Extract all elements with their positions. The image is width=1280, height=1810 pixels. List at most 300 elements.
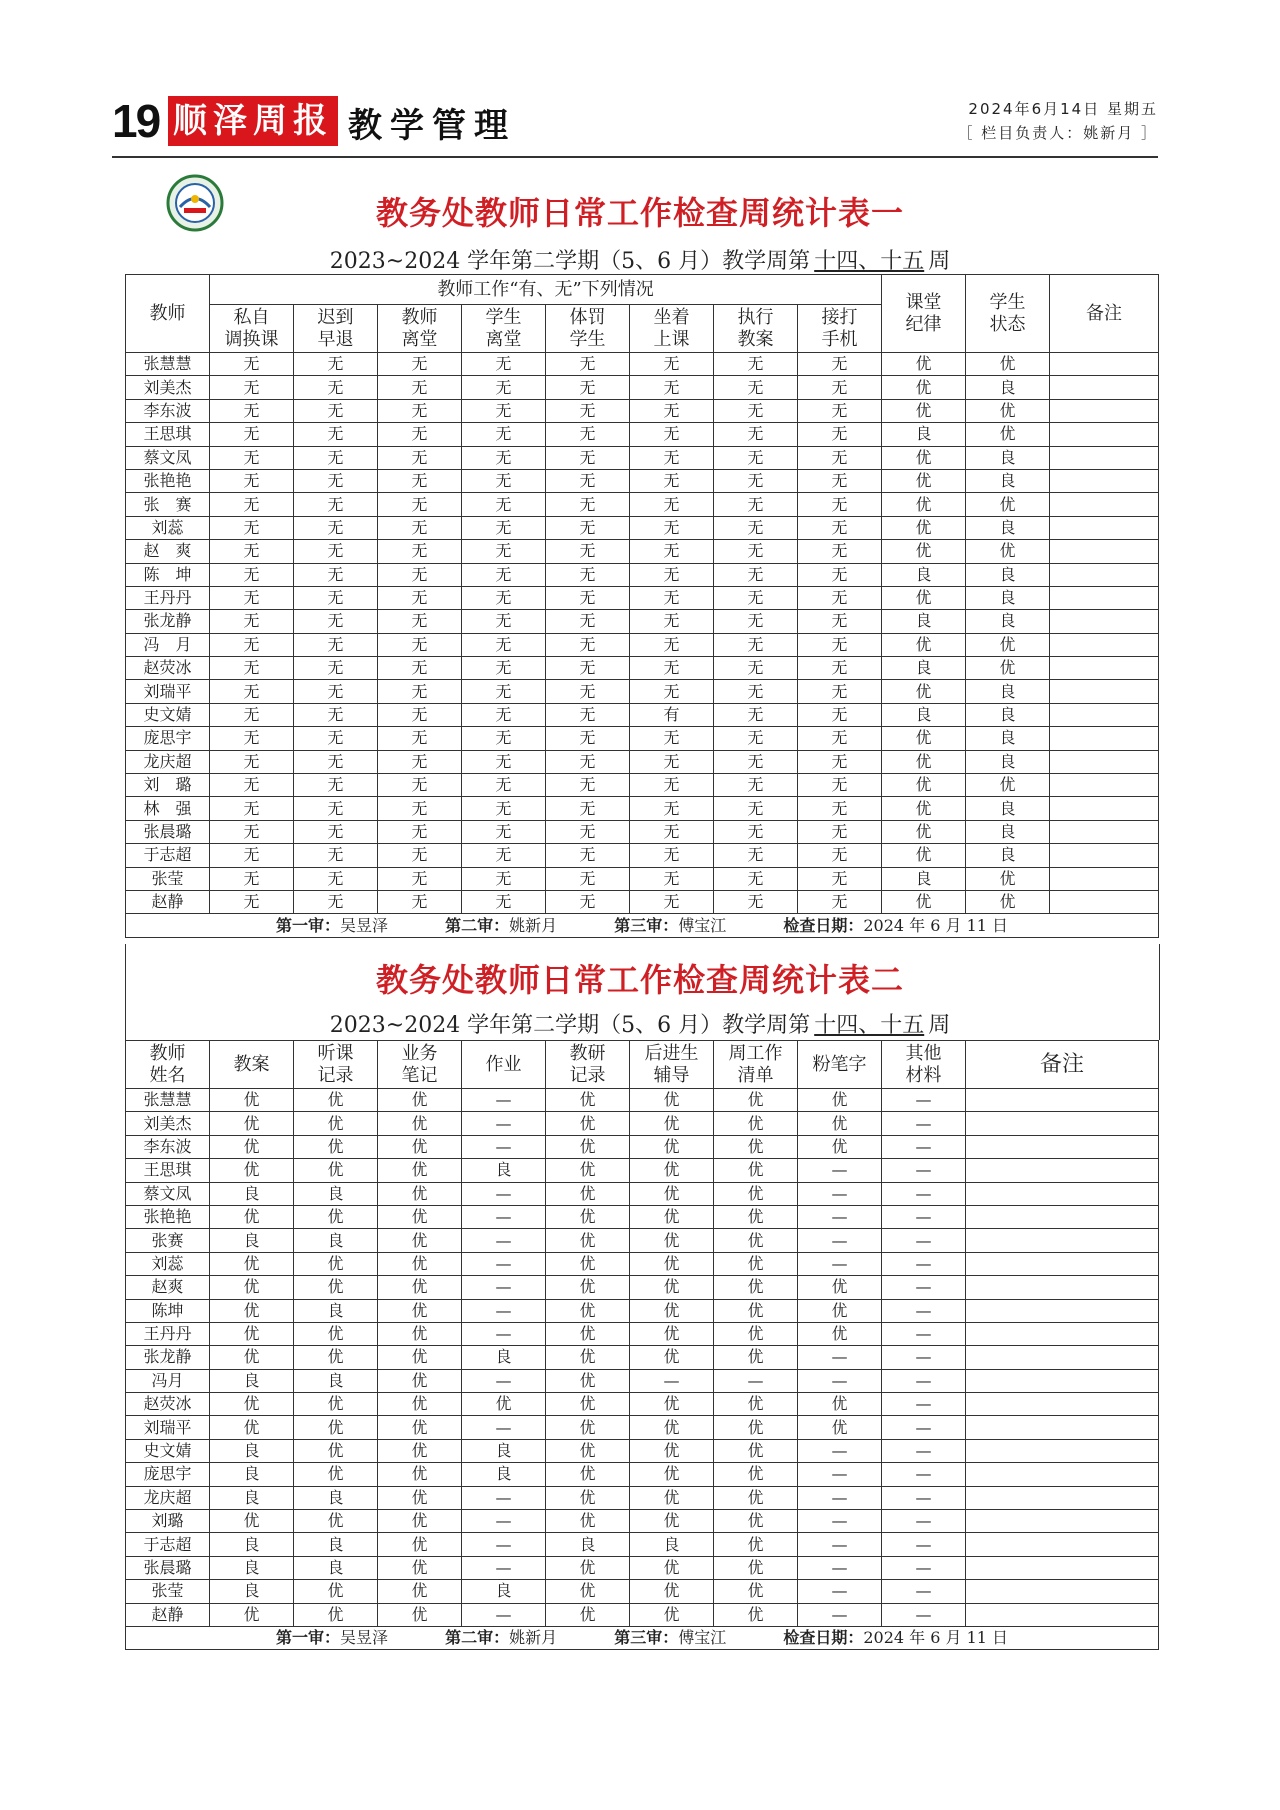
t1-cell: 优 (966, 890, 1050, 913)
t1-cell: 无 (630, 563, 714, 586)
t1-cell: 良 (966, 680, 1050, 703)
t2-cell (966, 1299, 1159, 1322)
t2-row (126, 1135, 1159, 1158)
t2-cell: 优 (378, 1299, 462, 1322)
t2-cell: 优 (210, 1510, 294, 1533)
t1-teacher-name: 李东波 (126, 399, 210, 422)
t1-teacher-name: 于志超 (126, 844, 210, 867)
t1-cell: 无 (210, 586, 294, 609)
t2-header-8: 粉笔字 (798, 1041, 882, 1089)
t1-cell: 无 (798, 797, 882, 820)
t1-cell: 无 (294, 844, 378, 867)
t2-cell: 优 (798, 1416, 882, 1439)
t1-cell: 无 (210, 774, 294, 797)
t1-header-discipline: 课堂 纪律 (882, 275, 966, 353)
t2-cell (966, 1533, 1159, 1556)
t1-cell: 无 (378, 657, 462, 680)
column-editor: ［ 栏目负责人：姚新月 ］ (957, 124, 1158, 142)
t1-cell: 无 (714, 750, 798, 773)
t2-cell: — (462, 1416, 546, 1439)
t2-cell: 良 (210, 1486, 294, 1509)
t2-cell (966, 1463, 1159, 1486)
table1-subtitle (0, 244, 1280, 275)
t2-cell: — (882, 1135, 966, 1158)
t1-cell: 无 (294, 867, 378, 890)
t1-cell: 良 (882, 703, 966, 726)
t2-cell: 优 (798, 1089, 882, 1112)
t2-cell: 优 (714, 1533, 798, 1556)
t2-cell: 优 (210, 1393, 294, 1416)
t1-cell (1050, 820, 1159, 843)
t2-cell: — (882, 1252, 966, 1275)
t1-row (126, 376, 1159, 399)
t1-cell: 无 (210, 703, 294, 726)
t1-teacher-name: 陈 坤 (126, 563, 210, 586)
t1-cell: 无 (798, 353, 882, 376)
t2-cell: 优 (714, 1182, 798, 1205)
t1-cell: 无 (714, 820, 798, 843)
table2-subtitle (0, 1008, 1280, 1039)
t1-cell: 无 (630, 469, 714, 492)
t2-teacher-name: 刘美杰 (126, 1112, 210, 1135)
t1-cell: 无 (210, 446, 294, 469)
header-divider (112, 156, 1158, 158)
t1-row (126, 610, 1159, 633)
t1-cell: 无 (714, 867, 798, 890)
t2-row (126, 1276, 1159, 1299)
t1-cell: 无 (546, 540, 630, 563)
section-title: 教学管理 (348, 106, 516, 146)
t1-cell: 无 (378, 586, 462, 609)
t2-cell: 优 (378, 1533, 462, 1556)
t2-teacher-name: 龙庆超 (126, 1486, 210, 1509)
t2-cell: 优 (378, 1556, 462, 1579)
t2-cell: — (462, 1486, 546, 1509)
t2-cell: 优 (378, 1580, 462, 1603)
t2-cell: 良 (294, 1182, 378, 1205)
t2-cell: 优 (630, 1299, 714, 1322)
t2-cell: 优 (630, 1603, 714, 1626)
t1-cell: 无 (546, 820, 630, 843)
t2-cell: — (882, 1556, 966, 1579)
t1-cell: 无 (210, 750, 294, 773)
t2-teacher-name: 庞思宇 (126, 1463, 210, 1486)
t2-cell: — (714, 1369, 798, 1392)
t1-cell: 优 (966, 399, 1050, 422)
masthead (112, 92, 1158, 154)
t1-cell: 无 (462, 540, 546, 563)
t1-cell: 良 (882, 610, 966, 633)
t2-cell (966, 1229, 1159, 1252)
t2-cell: 优 (378, 1135, 462, 1158)
t1-cell: 无 (546, 493, 630, 516)
t2-cell: 优 (294, 1135, 378, 1158)
t2-cell: 优 (546, 1486, 630, 1509)
t2-cell: — (798, 1205, 882, 1228)
t2-cell: 优 (378, 1159, 462, 1182)
t1-second-review-value: 姚新月 (509, 915, 558, 935)
t1-cell: 无 (294, 399, 378, 422)
t1-cell: 良 (966, 563, 1050, 586)
t2-header-7: 周工作 清单 (714, 1041, 798, 1089)
t2-teacher-name: 刘瑞平 (126, 1416, 210, 1439)
t1-cell: 无 (462, 516, 546, 539)
t2-cell (966, 1276, 1159, 1299)
t2-cell: — (798, 1182, 882, 1205)
t2-cell: 优 (378, 1089, 462, 1112)
t1-cell: 无 (714, 423, 798, 446)
t1-cell: 无 (546, 376, 630, 399)
t2-cell: 优 (714, 1556, 798, 1579)
t1-cell: 优 (882, 844, 966, 867)
t1-row (126, 750, 1159, 773)
t1-cell: 良 (966, 469, 1050, 492)
t1-cell: 无 (546, 844, 630, 867)
t2-row (126, 1393, 1159, 1416)
t2-cell: — (882, 1603, 966, 1626)
t2-row (126, 1486, 1159, 1509)
t1-cell: 无 (630, 680, 714, 703)
t1-signoff-row (126, 914, 1159, 937)
t1-cell (1050, 867, 1159, 890)
t2-cell: 优 (294, 1205, 378, 1228)
t2-cell: 优 (630, 1393, 714, 1416)
t1-cell: 良 (882, 867, 966, 890)
t1-teacher-name: 王思琪 (126, 423, 210, 446)
t1-cell: 无 (210, 423, 294, 446)
t1-cell: 无 (462, 493, 546, 516)
t1-cell: 良 (966, 820, 1050, 843)
t1-teacher-name: 张艳艳 (126, 469, 210, 492)
t1-teacher-name: 赵静 (126, 890, 210, 913)
t2-cell: 良 (462, 1159, 546, 1182)
t1-cell: 良 (966, 844, 1050, 867)
t1-cell: 良 (966, 446, 1050, 469)
t2-cell (966, 1089, 1159, 1112)
t2-cell: 优 (630, 1112, 714, 1135)
t1-cell (1050, 657, 1159, 680)
t2-cell: 优 (714, 1205, 798, 1228)
t2-cell: 优 (210, 1603, 294, 1626)
t1-second-review-label: 第二审： (445, 915, 510, 935)
t2-row (126, 1346, 1159, 1369)
t1-cell (1050, 610, 1159, 633)
t1-cell: 无 (378, 774, 462, 797)
t2-cell: 优 (630, 1229, 714, 1252)
t2-cell: 优 (798, 1276, 882, 1299)
t1-cell: 无 (630, 820, 714, 843)
t1-cell: 无 (798, 703, 882, 726)
t1-cell: 无 (210, 657, 294, 680)
t2-cell: 优 (630, 1159, 714, 1182)
t2-cell: 优 (378, 1182, 462, 1205)
t2-cell: — (882, 1322, 966, 1345)
t2-cell (966, 1439, 1159, 1462)
t1-cell: 无 (294, 586, 378, 609)
t1-cell: 无 (462, 446, 546, 469)
t1-cell: 无 (462, 610, 546, 633)
t1-row (126, 516, 1159, 539)
t2-cell: 优 (714, 1393, 798, 1416)
t1-cell: 无 (714, 657, 798, 680)
t2-cell: 优 (294, 1112, 378, 1135)
t2-teacher-name: 张艳艳 (126, 1205, 210, 1228)
t1-cell: 无 (210, 399, 294, 422)
t1-cell: 无 (462, 774, 546, 797)
t2-cell (966, 1393, 1159, 1416)
t1-cell: 无 (294, 703, 378, 726)
t1-cell: 无 (294, 376, 378, 399)
t1-cell: 无 (714, 353, 798, 376)
table2-title: 教务处教师日常工作检查周统计表二 (375, 961, 904, 999)
t2-check-date-label: 检查日期： (783, 1628, 864, 1648)
t2-cell: 优 (630, 1182, 714, 1205)
t2-cell: 良 (210, 1182, 294, 1205)
t1-cell: 无 (462, 657, 546, 680)
t2-cell: — (882, 1486, 966, 1509)
t2-cell: 优 (714, 1229, 798, 1252)
t2-cell: 优 (378, 1603, 462, 1626)
t1-cell: 无 (378, 797, 462, 820)
t1-row (126, 774, 1159, 797)
t1-cell: 良 (966, 703, 1050, 726)
table2 (125, 1040, 1159, 1650)
t2-teacher-name: 于志超 (126, 1533, 210, 1556)
t1-row (126, 423, 1159, 446)
t1-row (126, 727, 1159, 750)
t2-row (126, 1580, 1159, 1603)
t2-header-5: 教研 记录 (546, 1041, 630, 1089)
t2-cell: 优 (294, 1416, 378, 1439)
t2-cell: 优 (714, 1159, 798, 1182)
t2-cell: — (798, 1159, 882, 1182)
t2-cell: 优 (714, 1580, 798, 1603)
t2-cell: 优 (714, 1463, 798, 1486)
t2-cell: 优 (210, 1346, 294, 1369)
t1-cell: 良 (966, 516, 1050, 539)
t2-cell: 优 (546, 1112, 630, 1135)
t2-cell: 良 (210, 1463, 294, 1486)
t2-cell: 优 (630, 1510, 714, 1533)
t1-subheader-0: 私自 调换课 (210, 305, 294, 353)
t2-cell: — (882, 1346, 966, 1369)
t1-cell (1050, 423, 1159, 446)
t1-cell: 无 (798, 610, 882, 633)
t1-cell: 无 (630, 353, 714, 376)
t1-cell (1050, 750, 1159, 773)
t1-cell: 无 (546, 890, 630, 913)
t2-teacher-name: 蔡文凤 (126, 1182, 210, 1205)
t1-cell: 无 (294, 657, 378, 680)
t2-row (126, 1510, 1159, 1533)
t1-cell: 无 (714, 633, 798, 656)
t2-cell: 优 (714, 1089, 798, 1112)
t1-cell: 无 (798, 750, 882, 773)
t2-cell: 优 (294, 1463, 378, 1486)
t2-cell: 优 (714, 1276, 798, 1299)
t1-cell: 无 (378, 750, 462, 773)
t2-teacher-name: 张莹 (126, 1580, 210, 1603)
t1-teacher-name: 刘蕊 (126, 516, 210, 539)
t2-cell: — (882, 1580, 966, 1603)
t2-cell: 优 (210, 1135, 294, 1158)
table1 (125, 274, 1159, 938)
t1-cell: 良 (966, 376, 1050, 399)
t2-cell (966, 1603, 1159, 1626)
t2-header-6: 后进生 辅导 (630, 1041, 714, 1089)
t2-cell: 优 (378, 1393, 462, 1416)
t2-cell: 良 (210, 1229, 294, 1252)
t1-cell: 无 (630, 750, 714, 773)
t1-cell: 无 (210, 469, 294, 492)
t2-cell: 良 (462, 1580, 546, 1603)
t1-cell: 无 (378, 703, 462, 726)
t2-cell: 优 (546, 1252, 630, 1275)
t2-cell (966, 1205, 1159, 1228)
t1-cell (1050, 890, 1159, 913)
t1-cell: 无 (714, 680, 798, 703)
t1-cell: 优 (882, 727, 966, 750)
t2-cell: 优 (798, 1299, 882, 1322)
t2-teacher-name: 赵静 (126, 1603, 210, 1626)
t1-cell: 无 (630, 493, 714, 516)
t2-row (126, 1439, 1159, 1462)
t2-cell: — (882, 1439, 966, 1462)
t2-cell: 优 (630, 1416, 714, 1439)
t2-cell: 优 (378, 1439, 462, 1462)
t1-row (126, 867, 1159, 890)
t1-cell: 无 (210, 540, 294, 563)
t2-cell: 优 (294, 1603, 378, 1626)
t1-cell: 无 (546, 633, 630, 656)
t1-cell: 无 (378, 493, 462, 516)
t1-cell: 无 (378, 727, 462, 750)
t2-row (126, 1556, 1159, 1579)
t2-cell: 优 (546, 1369, 630, 1392)
t2-second-review-label: 第二审： (445, 1628, 510, 1648)
t2-cell: 优 (210, 1252, 294, 1275)
t1-teacher-name: 冯 月 (126, 633, 210, 656)
t2-cell: 良 (210, 1556, 294, 1579)
t1-teacher-name: 张莹 (126, 867, 210, 890)
t2-cell: 优 (714, 1322, 798, 1345)
t2-first-review-label: 第一审： (275, 1628, 340, 1648)
t2-header-4: 作业 (462, 1041, 546, 1089)
t1-cell: 无 (546, 797, 630, 820)
t1-cell (1050, 774, 1159, 797)
t2-cell: 优 (546, 1182, 630, 1205)
t2-cell: 优 (546, 1510, 630, 1533)
t2-teacher-name: 王思琪 (126, 1159, 210, 1182)
t1-cell: 无 (294, 423, 378, 446)
t1-cell: 无 (714, 727, 798, 750)
t1-cell: 优 (966, 774, 1050, 797)
t1-third-review-label: 第三审： (614, 915, 679, 935)
t1-cell: 无 (294, 890, 378, 913)
t2-row (126, 1159, 1159, 1182)
t1-row (126, 820, 1159, 843)
t2-cell: — (882, 1533, 966, 1556)
t1-cell: 优 (966, 657, 1050, 680)
issue-date: 2024年6月14日 星期五 (968, 100, 1158, 118)
t2-cell: 优 (714, 1510, 798, 1533)
t1-cell: 优 (882, 820, 966, 843)
t2-cell: — (462, 1510, 546, 1533)
t1-cell (1050, 469, 1159, 492)
t2-cell: 优 (210, 1112, 294, 1135)
page-number: 19 (112, 95, 160, 147)
t1-header-notes: 备注 (1050, 275, 1159, 353)
t1-cell: 良 (966, 750, 1050, 773)
t2-row (126, 1112, 1159, 1135)
t1-cell: 无 (630, 399, 714, 422)
t1-cell: 无 (294, 750, 378, 773)
t2-cell: 优 (378, 1229, 462, 1252)
t1-check-date-value: 2024 年 6 月 11 日 (863, 915, 1009, 935)
t2-cell: 优 (630, 1322, 714, 1345)
t2-cell: — (462, 1369, 546, 1392)
t1-teacher-name: 刘 璐 (126, 774, 210, 797)
t2-cell (966, 1159, 1159, 1182)
t1-cell: 无 (714, 399, 798, 422)
t1-cell: 无 (714, 703, 798, 726)
t2-cell: 优 (546, 1463, 630, 1486)
t2-cell: 良 (462, 1439, 546, 1462)
t2-cell: 优 (294, 1439, 378, 1462)
newspaper-logo: 顺泽周报 (168, 96, 338, 146)
t1-cell: 无 (798, 516, 882, 539)
t1-cell: 良 (966, 586, 1050, 609)
table1-subtitle-suffix: 周 (928, 249, 951, 274)
t2-teacher-name: 张赛 (126, 1229, 210, 1252)
t2-cell: 优 (210, 1322, 294, 1345)
t1-cell: 无 (294, 727, 378, 750)
t1-subheader-6: 执行 教案 (714, 305, 798, 353)
t2-cell: — (462, 1205, 546, 1228)
t2-cell: 优 (378, 1276, 462, 1299)
t1-cell: 无 (462, 563, 546, 586)
t2-cell: 优 (462, 1393, 546, 1416)
t2-cell: 良 (210, 1533, 294, 1556)
t2-cell: — (462, 1252, 546, 1275)
t2-cell: 良 (210, 1369, 294, 1392)
t1-cell: 无 (546, 563, 630, 586)
t2-cell: 优 (714, 1135, 798, 1158)
t1-cell: 无 (462, 353, 546, 376)
t1-cell: 良 (882, 657, 966, 680)
t1-cell: 无 (378, 353, 462, 376)
t2-cell: 优 (294, 1159, 378, 1182)
t1-cell: 无 (294, 540, 378, 563)
t1-cell: 无 (294, 680, 378, 703)
t2-cell (966, 1346, 1159, 1369)
t1-teacher-name: 张龙静 (126, 610, 210, 633)
t2-cell: 优 (546, 1135, 630, 1158)
t2-cell: 良 (294, 1556, 378, 1579)
t2-cell: 优 (546, 1603, 630, 1626)
t2-row (126, 1533, 1159, 1556)
t2-cell: 优 (210, 1416, 294, 1439)
t1-cell: 无 (630, 446, 714, 469)
t1-teacher-name: 林 强 (126, 797, 210, 820)
t2-teacher-name: 赵爽 (126, 1276, 210, 1299)
t2-cell: 优 (546, 1439, 630, 1462)
t1-cell: 无 (294, 610, 378, 633)
t1-cell: 无 (714, 446, 798, 469)
t1-cell: 优 (966, 493, 1050, 516)
t1-cell: 优 (882, 446, 966, 469)
t1-teacher-name: 龙庆超 (126, 750, 210, 773)
